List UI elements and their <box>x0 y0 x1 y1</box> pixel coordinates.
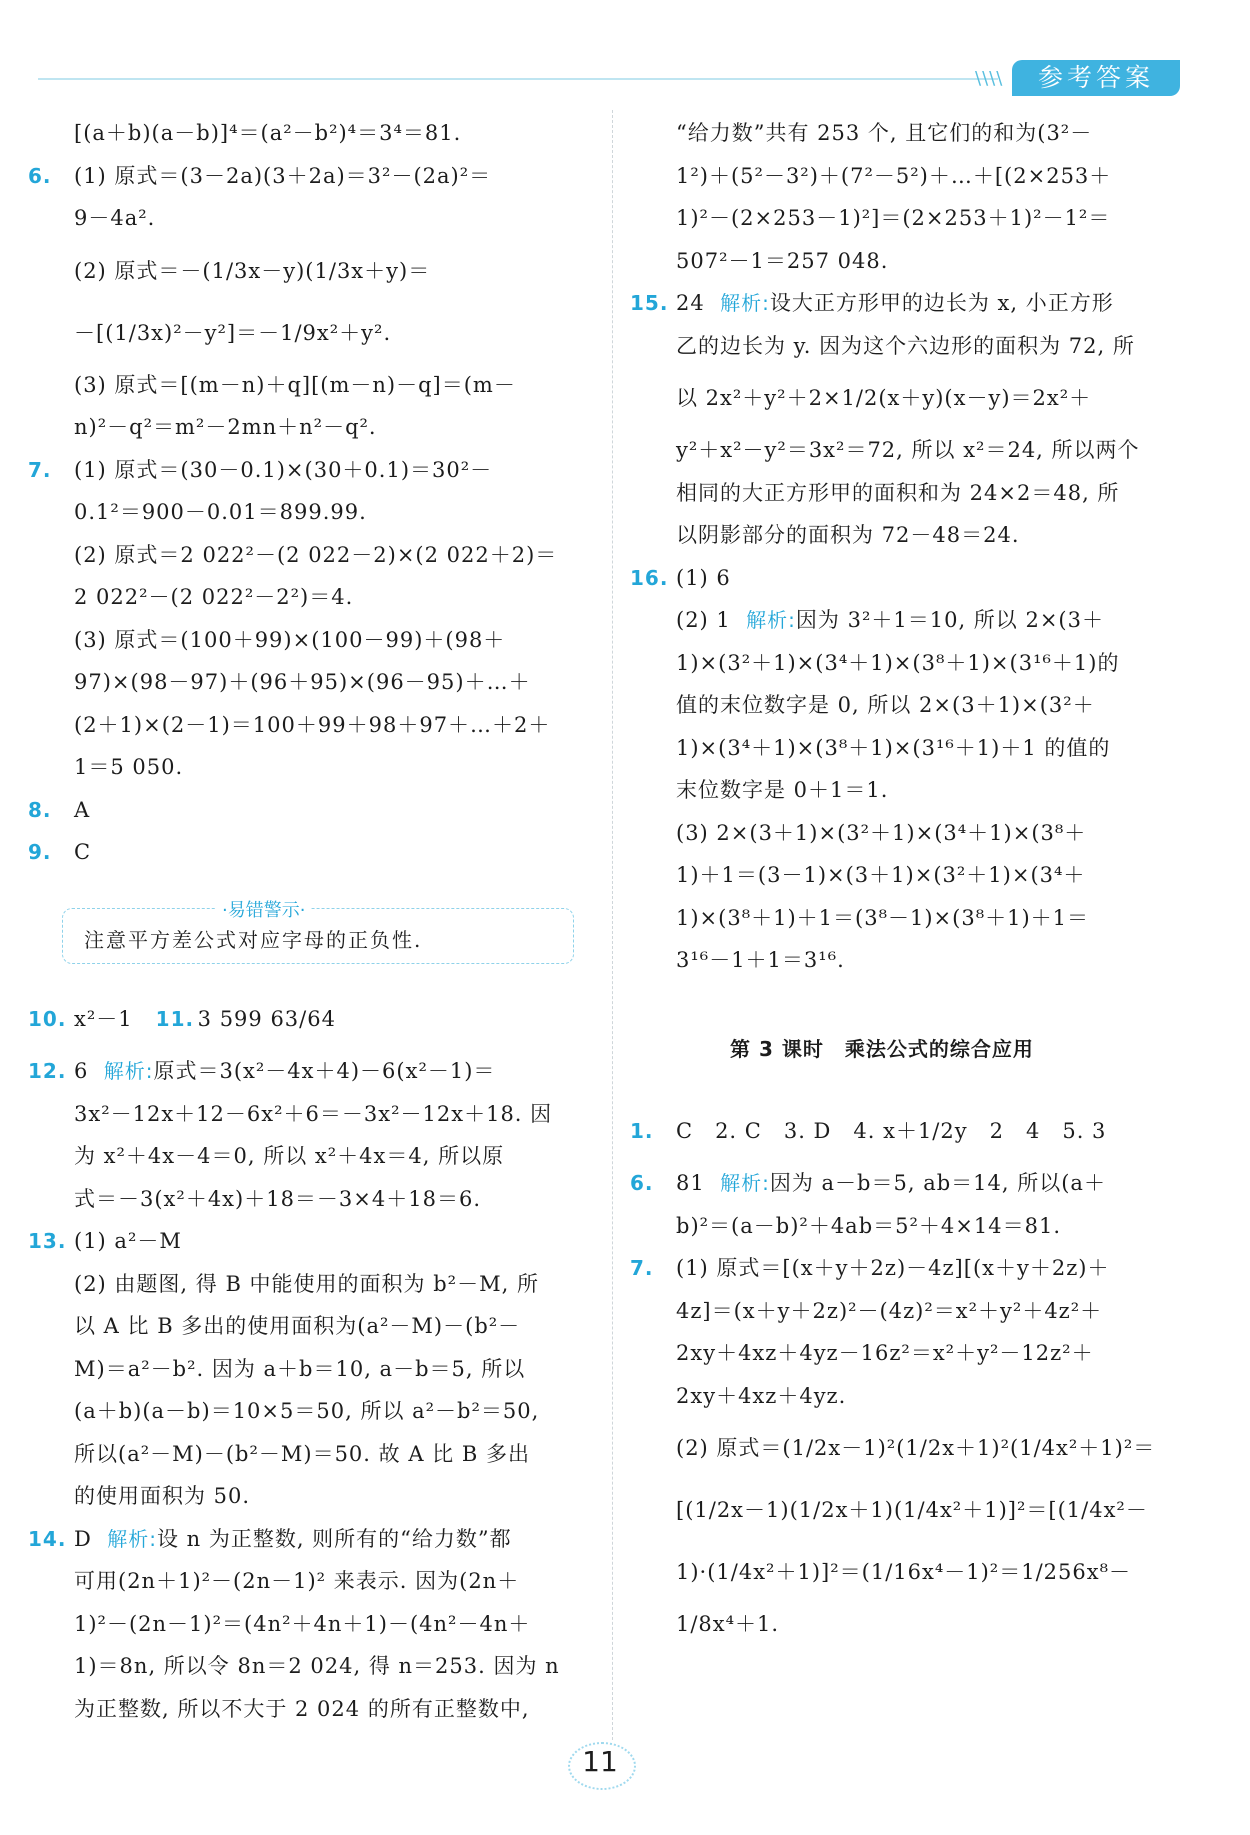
answer-line: [(1/2x－1)(1/2x＋1)(1/4x²＋1)]²＝[(1/4x²－ <box>676 1498 1148 1522</box>
answer-line: 1)·(1/4x²＋1)]²＝(1/16x⁴－1)²＝1/256x⁸－ <box>676 1560 1132 1584</box>
answer-line: 14. D 解析:设 n 为正整数, 则所有的“给力数”都 <box>28 1526 512 1551</box>
analysis-label: 解析: <box>103 1059 154 1083</box>
answer-line: 6. 81 解析:因为 a－b＝5, ab＝14, 所以(a＋ <box>630 1171 1106 1195</box>
answer-line: 10. x²－1 11. 3 599 63/64 <box>28 1007 336 1031</box>
answer-line: 15. 24 解析:设大正方形甲的边长为 x, 小正方形 <box>630 291 1114 315</box>
answer-line: 2 022²－(2 022²－2²)＝4. <box>74 585 354 609</box>
answer-line: 6. (1) 原式＝(3－2a)(3＋2a)＝3²－(2a)²＝ <box>28 163 492 188</box>
answer-line: (2) 1 解析:因为 3²＋1＝10, 所以 2×(3＋ <box>676 608 1104 632</box>
answer-line: (3) 原式＝[(m－n)＋q][(m－n)－q]＝(m－ <box>74 372 516 397</box>
answer-line: y²＋x²－y²＝3x²＝72, 所以 x²＝24, 所以两个 <box>676 438 1140 462</box>
answer-line: 以阴影部分的面积为 72－48＝24. <box>676 523 1020 547</box>
answer-line: 9－4a². <box>74 206 156 230</box>
answer-line: 97)×(98－97)＋(96＋95)×(96－95)＋…＋ <box>74 670 531 694</box>
answer-line: 乙的边长为 y. 因为这个六边形的面积为 72, 所 <box>676 333 1135 358</box>
answer-line: (2) 原式＝－(1/3x－y)(1/3x＋y)＝ <box>74 258 431 283</box>
answer-line: (3) 2×(3＋1)×(3²＋1)×(3⁴＋1)×(3⁸＋ <box>676 820 1087 845</box>
header-rule <box>38 78 998 80</box>
answer-line: (a＋b)(a－b)＝10×5＝50, 所以 a²－b²＝50, <box>74 1399 540 1423</box>
answer-line: “给力数”共有 253 个, 且它们的和为(3²－ <box>676 121 1093 145</box>
answer-line: 1. C 2. C 3. D 4. x＋1/2y 2 4 5. 3 <box>630 1119 1107 1143</box>
header-decoration: \\\\ <box>975 68 1004 89</box>
answer-key-tab: 参考答案 <box>1012 60 1180 96</box>
answer-line: (2) 原式＝2 022²－(2 022－2)×(2 022＋2)＝ <box>74 542 558 567</box>
answer-line: 1²)＋(5²－3²)＋(7²－5²)＋…＋[(2×253＋ <box>676 163 1112 188</box>
error-tip-title: ·易错警示· <box>216 896 311 922</box>
answer-line: 0.1²＝900－0.01＝899.99. <box>74 500 367 524</box>
answer-line: 13. (1) a²－M <box>28 1229 182 1253</box>
answer-line: n)²－q²＝m²－2mn＋n²－q². <box>74 415 377 439</box>
answer-line: 为正整数, 所以不大于 2 024 的所有正整数中, <box>74 1696 530 1721</box>
answer-line: 的使用面积为 50. <box>74 1484 251 1508</box>
answer-line: 1)²－(2n－1)²＝(4n²＋4n＋1)－(4n²－4n＋ <box>74 1611 531 1636</box>
answer-line: 507²－1＝257 048. <box>676 248 889 273</box>
answer-line: 所以(a²－M)－(b²－M)＝50. 故 A 比 B 多出 <box>74 1441 530 1466</box>
answer-line: (2) 由题图, 得 B 中能使用的面积为 b²－M, 所 <box>74 1271 539 1296</box>
answer-line: 2xy＋4xz＋4yz－16z²＝x²＋y²－12z²＋ <box>676 1341 1094 1365</box>
answer-line: 8. A <box>28 797 91 822</box>
answer-line: 相同的大正方形甲的面积和为 24×2＝48, 所 <box>676 480 1120 505</box>
answer-line: 3x²－12x＋12－6x²＋6＝－3x²－12x＋18. 因 <box>74 1101 553 1126</box>
page-number: 11 <box>582 1745 618 1778</box>
right-column <box>630 112 1186 982</box>
answer-line: 1)×(3⁴＋1)×(3⁸＋1)×(3¹⁶＋1)＋1 的值的 <box>676 735 1111 760</box>
analysis-label: 解析: <box>720 291 770 315</box>
answer-line: 末位数字是 0＋1＝1. <box>676 778 889 802</box>
analysis-label: 解析: <box>720 1171 770 1195</box>
answer-line: 1)×(3⁸＋1)＋1＝(3⁸－1)×(3⁸＋1)＋1＝ <box>676 905 1090 930</box>
answer-line: 3¹⁶－1＋1＝3¹⁶. <box>676 948 845 972</box>
left-column-lower <box>28 988 596 1730</box>
answer-line: [(a＋b)(a－b)]⁴＝(a²－b²)⁴＝3⁴＝81. <box>74 121 462 145</box>
answer-line: 1)²－(2×253－1)²]＝(2×253＋1)²－1²＝ <box>676 206 1111 230</box>
left-column <box>28 112 596 874</box>
answer-line: 12. 6 解析:原式＝3(x²－4x＋4)－6(x²－1)＝ <box>28 1059 496 1083</box>
answer-line: 可用(2n＋1)²－(2n－1)² 来表示. 因为(2n＋ <box>74 1569 520 1593</box>
answer-line: 2xy＋4xz＋4yz. <box>676 1383 847 1408</box>
analysis-label: 解析: <box>746 608 796 632</box>
answer-line: 式＝－3(x²＋4x)＋18＝－3×4＋18＝6. <box>74 1186 482 1211</box>
answer-line: 为 x²＋4x－4＝0, 所以 x²＋4x＝4, 所以原 <box>74 1144 505 1168</box>
answer-line: (3) 原式＝(100＋99)×(100－99)＋(98＋ <box>74 627 506 652</box>
analysis-label: 解析: <box>107 1526 157 1551</box>
right-column-lower <box>630 1100 1186 1646</box>
column-divider <box>612 110 613 1740</box>
answer-line: (2＋1)×(2－1)＝100＋99＋98＋97＋…＋2＋ <box>74 712 551 737</box>
answer-line: 4z]＝(x＋y＋2z)²－(4z)²＝x²＋y²＋4z²＋ <box>676 1298 1103 1323</box>
answer-line: 1/8x⁴＋1. <box>676 1612 780 1636</box>
answer-line: 以 A 比 B 多出的使用面积为(a²－M)－(b²－ <box>74 1314 521 1338</box>
answer-line: 以 2x²＋y²＋2×1/2(x＋y)(x－y)＝2x²＋ <box>676 386 1092 410</box>
answer-line: 7. (1) 原式＝(30－0.1)×(30＋0.1)＝30²－ <box>28 457 493 482</box>
answer-line: 1＝5 050. <box>74 755 184 779</box>
answer-line: 1)×(3²＋1)×(3⁴＋1)×(3⁸＋1)×(3¹⁶＋1)的 <box>676 650 1120 675</box>
answer-line: 1)＋1＝(3－1)×(3＋1)×(3²＋1)×(3⁴＋ <box>676 863 1086 887</box>
answer-line: 16. (1) 6 <box>630 565 731 590</box>
answer-line: 9. C <box>28 840 92 864</box>
answer-line: 值的末位数字是 0, 所以 2×(3＋1)×(3²＋ <box>676 693 1095 717</box>
answer-line: 1)＝8n, 所以令 8n＝2 024, 得 n＝253. 因为 n <box>74 1654 560 1678</box>
answer-line: 7. (1) 原式＝[(x＋y＋2z)－4z][(x＋y＋2z)＋ <box>630 1256 1110 1280</box>
answer-line: (2) 原式＝(1/2x－1)²(1/2x＋1)²(1/4x²＋1)²＝ <box>676 1436 1156 1460</box>
answer-line: b)²＝(a－b)²＋4ab＝5²＋4×14＝81. <box>676 1213 1061 1238</box>
answer-line: M)＝a²－b². 因为 a＋b＝10, a－b＝5, 所以 <box>74 1356 526 1381</box>
answer-line: －[(1/3x)²－y²]＝－1/9x²＋y². <box>74 320 392 345</box>
lesson-title: 第 3 课时 乘法公式的综合应用 <box>730 1037 1034 1061</box>
error-tip-text: 注意平方差公式对应字母的正负性. <box>84 928 423 952</box>
